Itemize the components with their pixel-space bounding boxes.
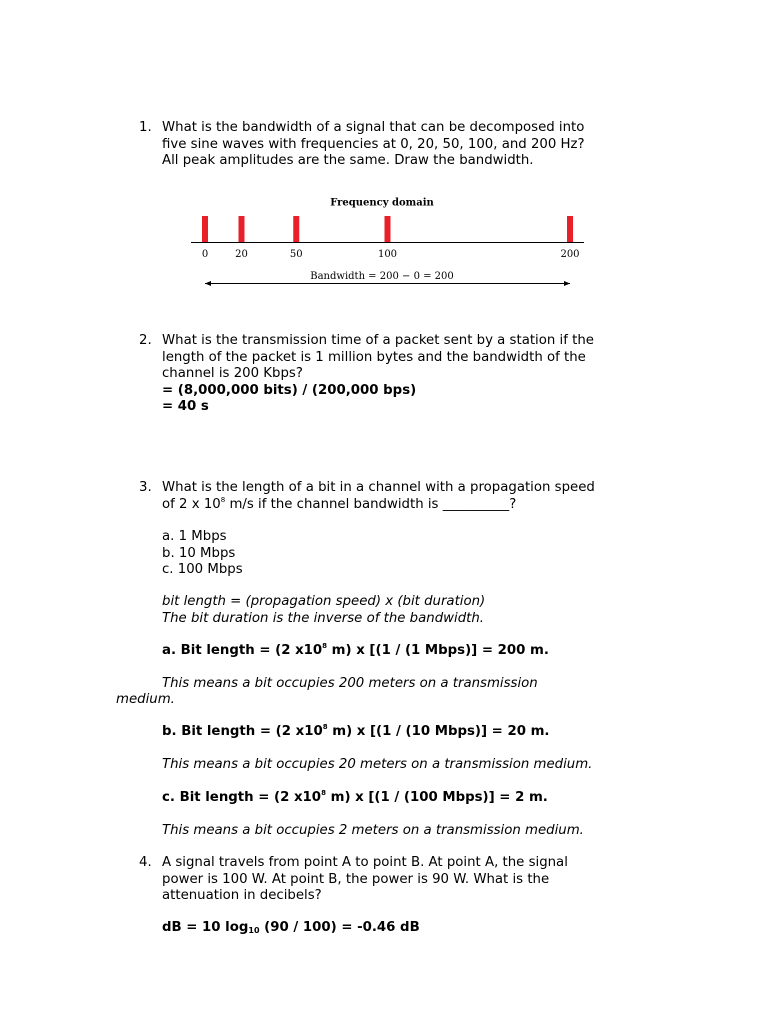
q3-answer-c: c. Bit length = (2 $x10^8$ m) x [(1 / (100 Mbps)] = 2 m. bbox=[162, 789, 548, 805]
q3-line: of 2 x $10^8$ m/s if the channel bandwidth is __________? bbox=[162, 495, 517, 512]
frequency-bar bbox=[385, 216, 391, 242]
q1-text bbox=[162, 120, 662, 170]
tick-label: 100 bbox=[377, 249, 398, 260]
frequency-bar bbox=[239, 216, 245, 242]
formula-line: bit length = (propagation speed) x (bit duration) bbox=[162, 594, 486, 609]
tick-label: 50 bbox=[289, 249, 303, 260]
tick-label: 200 bbox=[560, 249, 580, 260]
q3-note-a: This means a bit occupies 200 meters on a transmission bbox=[162, 676, 538, 691]
chart-title: Frequency domain bbox=[330, 197, 434, 209]
q2-answer-line: = (8,000,000 bits) / (200,000 bps) bbox=[162, 382, 417, 398]
q3-note-a-cont: medium. bbox=[116, 692, 175, 707]
q4-line: A signal travels from point A to point B. At point A, the signal bbox=[162, 855, 568, 870]
tick-label: 0 bbox=[201, 249, 209, 260]
q3-note-c: This means a bit occupies 2 meters on a transmission medium. bbox=[162, 823, 584, 838]
q3-formula bbox=[162, 594, 662, 627]
q3-option: b. 10 Mbps bbox=[162, 545, 236, 561]
q3-option: a. 1 Mbps bbox=[162, 529, 227, 544]
frequency-bar bbox=[202, 216, 208, 242]
q4-answer: dB = 10 $\log_{10} (90 / 100) = -0.46$ dB bbox=[162, 920, 420, 935]
q1-number: 1. bbox=[139, 120, 152, 135]
q3-text bbox=[162, 480, 662, 513]
q1-line: five sine waves with frequencies at 0, 20, 50, 100, and 200 Hz? bbox=[162, 136, 585, 152]
arrow-left-head bbox=[205, 281, 211, 286]
formula-line: The bit duration is the inverse of the bandwidth. bbox=[162, 610, 485, 626]
q2-line: What is the transmission time of a packet sent by a station if the bbox=[162, 333, 594, 348]
frequency-domain-chart bbox=[180, 190, 600, 295]
q3-options bbox=[162, 529, 662, 579]
q4-text bbox=[162, 855, 662, 905]
q4-line: attenuation in decibels? bbox=[162, 888, 322, 903]
bandwidth-annotation: Bandwidth = 200 − 0 = 200 bbox=[310, 271, 454, 282]
frequency-bar bbox=[567, 216, 573, 242]
q2-line: channel is 200 Kbps? bbox=[162, 366, 303, 381]
q4-line: power is 100 W. At point B, the power is 90 W. What is the bbox=[162, 871, 550, 887]
frequency-bar bbox=[293, 216, 299, 242]
arrow-right-head bbox=[564, 281, 570, 286]
q2-answer-line: = 40 s bbox=[162, 399, 209, 414]
q1-line: All peak amplitudes are the same. Draw the bandwidth. bbox=[162, 153, 534, 168]
tick-label: 20 bbox=[235, 249, 248, 260]
q3-answer-b: b. Bit length = (2 $x10^8$ m) x [(1 / (10 Mbps)] = 20 m. bbox=[162, 723, 550, 739]
q3-option: c. 100 Mbps bbox=[162, 562, 243, 577]
q3-line: What is the length of a bit in a channel with a propagation speed bbox=[162, 480, 595, 495]
q2-line: length of the packet is 1 million bytes and the bandwidth of the bbox=[162, 349, 586, 365]
q3-answer-a: a. Bit length = (2 $x10^8$ m) x [(1 / (1 Mbps)] = 200 m. bbox=[162, 642, 549, 658]
q2-number: 2. bbox=[139, 333, 152, 348]
q3-number: 3. bbox=[139, 480, 152, 495]
q2-text bbox=[162, 333, 662, 416]
q3-note-b: This means a bit occupies 20 meters on a transmission medium. bbox=[162, 757, 593, 772]
q1-line: What is the bandwidth of a signal that can be decomposed into bbox=[162, 120, 585, 135]
q4-number: 4. bbox=[139, 855, 152, 870]
